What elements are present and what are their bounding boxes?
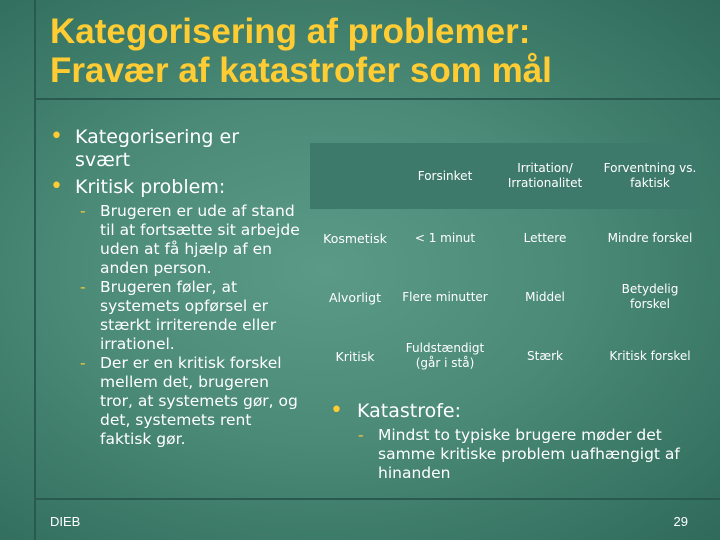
- title-divider: [34, 98, 720, 100]
- page-number: 29: [673, 514, 688, 529]
- table-cell: Lettere: [523, 231, 567, 245]
- severity-table: [310, 143, 700, 386]
- bullet-text: Kategorisering er svært: [75, 126, 240, 171]
- sub-bullet-text: Der er en kritisk forskel mellem det, brugeren tror, at systemets gør, og det, systemets rent faktisk gør.: [100, 354, 298, 448]
- row-label: Alvorligt: [329, 289, 381, 305]
- bullet-icon: •: [50, 124, 63, 149]
- table-cell: Fuldstændigt (går i stå): [405, 341, 485, 370]
- row-label: Kritisk: [335, 348, 375, 364]
- sub-bullet-text: Mindst to typiske brugere møder det samme kritiske problem uafhængigt af hinanden: [378, 426, 680, 482]
- sub-bullet-item: [50, 278, 300, 354]
- sub-bullet-text: Brugeren føler, at systemets opførsel er stærkt irriterende eller irrationel.: [100, 278, 277, 353]
- sub-bullet-item: [330, 426, 700, 483]
- footer-label: DIEB: [50, 514, 81, 529]
- bullet-item: [50, 176, 300, 199]
- dash-icon: -: [80, 278, 86, 296]
- table-cell: Betydelig forskel: [621, 282, 679, 311]
- table-cell: Kritisk forskel: [609, 348, 691, 363]
- table-cell: < 1 minut: [414, 231, 476, 245]
- bullet-icon: •: [330, 398, 343, 423]
- right-bullet-list: [330, 400, 700, 483]
- dash-icon: -: [80, 354, 86, 372]
- table-cell: Stærk: [527, 348, 563, 363]
- bullet-item: [50, 126, 300, 172]
- title-line-1: Kategorisering af problemer:: [50, 12, 531, 51]
- slide-title: [50, 12, 710, 90]
- table-header-row: [310, 143, 700, 209]
- left-bullet-list: [50, 126, 300, 449]
- vertical-rule: [34, 0, 36, 540]
- table-cell: Flere minutter: [402, 289, 488, 304]
- table-header-cell: Irritation/ Irrationalitet: [490, 143, 600, 209]
- bullet-item: [330, 400, 700, 423]
- title-line-2: Fravær af katastrofer som mål: [50, 51, 552, 90]
- table-row: [310, 268, 700, 326]
- sub-bullet-item: [50, 202, 300, 278]
- table-header-cell: Forsinket: [400, 143, 490, 209]
- sub-bullet-text: Brugeren er ude af stand til at fortsætte sit arbejde uden at få hjælp af en anden person.: [100, 202, 300, 277]
- sub-bullet-item: [50, 354, 300, 449]
- dash-icon: -: [80, 202, 86, 220]
- table-row: [310, 209, 700, 268]
- table-row: [310, 326, 700, 386]
- table-cell: Mindre forskel: [607, 231, 693, 245]
- table-header-cell: [310, 143, 400, 209]
- bullet-text: Katastrofe:: [357, 400, 462, 422]
- bullet-icon: •: [50, 174, 63, 199]
- footer-divider: [34, 498, 720, 500]
- row-label: Kosmetisk: [323, 231, 387, 246]
- bullet-text: Kritisk problem:: [75, 176, 226, 198]
- dash-icon: -: [358, 426, 364, 444]
- table-header-cell: Forventning vs. faktisk: [600, 143, 700, 209]
- table-cell: Middel: [525, 289, 565, 304]
